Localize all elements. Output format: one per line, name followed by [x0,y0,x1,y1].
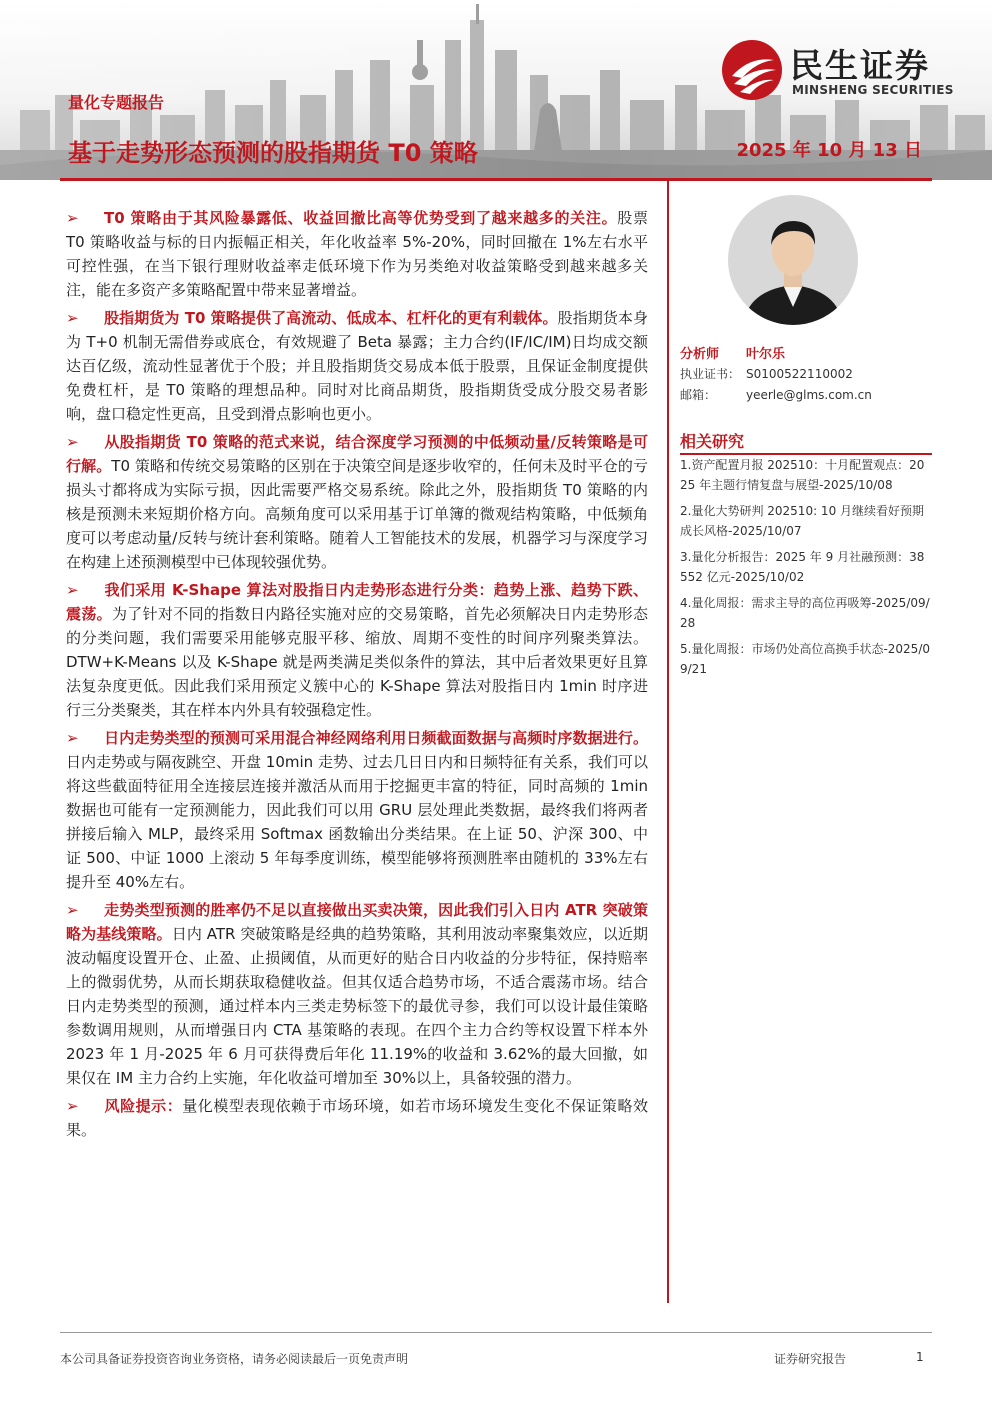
paragraph-lead: 风险提示： [104,1097,183,1115]
logo-english-name: MINSHENG SECURITIES [792,83,954,97]
risk-warning-paragraph [66,1094,648,1142]
paragraph-body: 为了针对不同的指数日内路径实施对应的交易策略，首先必须解决日内走势形态的分类问题，我们需要采用能够克服平移、缩放、周期不变性的时间序列聚类算法。DTW+K-Means 以及 K-Shape 就是两类满足类似条件的算法，其中后者效果更好且算法复杂度更低。因此我们采用预定义簇中心的 K-Shape 算法对股指日内 1min 时序进行三分类聚类，其在样本内外具有较强稳定性。 [66,605,648,719]
paragraph-lead: T0 策略由于其风险暴露低、收益回撤比高等优势受到了越来越多的关注。 [104,209,618,227]
email-row [680,386,932,403]
arrow-bullet-icon: ➢ [66,581,79,599]
arrow-bullet-icon: ➢ [66,1097,79,1115]
license-row [680,365,932,382]
summary-paragraph [66,578,648,722]
license-value: S0100522110002 [746,367,853,381]
related-research-item[interactable]: 2.量化大势研判 202510: 10 月继续看好预期成长风格-2025/10/07 [680,504,925,538]
report-category: 量化专题报告 [68,93,165,112]
company-logo [720,38,970,102]
summary-section [66,206,648,1142]
analyst-name: 叶尔乐 [746,347,786,362]
related-research-title: 相关研究 [680,432,745,451]
summary-paragraph [66,206,648,302]
company-logo-emblem [720,38,784,102]
analyst-label: 分析师 [680,347,720,362]
analyst-name-row [680,343,932,362]
page-number: 1 [916,1350,924,1364]
paragraph-lead: 从股指期货 T0 策略的范式来说，结合深度学习预测的中低频动量/反转策略是可行解。 [66,433,648,475]
paragraph-lead: 股指期货为 T0 策略提供了高流动、低成本、杠杆化的更有利载体。 [104,309,558,327]
paragraph-lead: 日内走势类型的预测可采用混合神经网络利用日频截面数据与高频时序数据进行。 [104,729,648,747]
footer-disclaimer: 本公司具备证券投资咨询业务资格，请务必阅读最后一页免责声明 [60,1352,409,1366]
arrow-bullet-icon: ➢ [66,309,79,327]
footer-report-type: 证券研究报告 [774,1352,847,1366]
analyst-photo [728,195,858,325]
logo-chinese-name: 民生证券 [790,46,930,85]
paragraph-body: 股指期货本身为 T+0 机制无需借券或底仓，有效规避了 Beta 暴露；主力合约(IF/IC/IM)日均成交额达百亿级，流动性显著优于个股；并且股指期货交易成本低于股票，且保证金制度提供免费杠杆，是 T0 策略的理想品种。同时对比商品期货，股指期货受成分股交易者影响，盘口稳定性更高，且受到滑点影响也更小。 [66,309,648,423]
report-title: 基于走势形态预测的股指期货 T0 策略 [68,139,478,167]
paragraph-lead: 我们采用 K-Shape 算法对股指日内走势形态进行分类：趋势上涨、趋势下跌、震荡。 [66,581,648,623]
summary-paragraph [66,898,648,1090]
paragraph-body: 股票 T0 策略收益与标的日内振幅正相关，年化收益率 5%-20%，同时回撤在 1%左右水平可控性强，在当下银行理财收益率走低环境下作为另类绝对收益策略受到越来越多关注，能在多资产多策略配置中带来显著增益。 [66,209,648,299]
header-banner [0,0,992,180]
related-research-item[interactable]: 5.量化周报：市场仍处高位高换手状态-2025/09/21 [680,642,930,676]
footer-divider [60,1332,932,1333]
related-research-item[interactable]: 4.量化周报：需求主导的高位再吸筹-2025/09/28 [680,596,930,630]
column-divider [667,181,669,1303]
license-label: 执业证书： [680,367,741,381]
related-research-item[interactable]: 1.资产配置月报 202510：十月配置观点：2025 年主题行情复盘与展望-2025/10/08 [680,458,925,492]
analyst-portrait-image [728,195,858,325]
paragraph-body: 量化模型表现依赖于市场环境，如若市场环境发生变化不保证策略效果。 [66,1097,648,1139]
paragraph-lead: 走势类型预测的胜率仍不足以直接做出买卖决策，因此我们引入日内 ATR 突破策略为基线策略。 [66,901,648,943]
arrow-bullet-icon: ➢ [66,209,79,227]
paragraph-body: T0 策略和传统交易策略的区别在于决策空间是逐步收窄的，任何未及时平仓的亏损头寸都将成为实际亏损，因此需要严格交易系统。除此之外，股指期货 T0 策略的内核是预测未来短期价格方向。高频角度可以采用基于订单簿的微观结构策略，中低频角度可以考虑动量/反转与统计套利策略。随着人工智能技术的发展，机器学习与深度学习在构建上述预测模型中已体现较强优势。 [66,457,648,571]
header-divider [60,178,932,181]
related-research-item[interactable]: 3.量化分析报告：2025 年 9 月社融预测：38552 亿元-2025/10/02 [680,550,925,584]
arrow-bullet-icon: ➢ [66,729,79,747]
related-research-list [680,455,930,685]
email-link[interactable]: yeerle@glms.com.cn [746,388,872,402]
summary-paragraph [66,306,648,426]
summary-paragraph [66,726,648,894]
paragraph-body: 日内走势或与隔夜跳空、开盘 10min 走势、过去几日日内和日频特征有关系，我们可以将这些截面特征用全连接层连接并激活从而用于挖掘更丰富的特征，同时高频的 1min 数据也可能有一定预测能力，因此我们可以用 GRU 层处理此类数据，最终我们将两者拼接后输入 MLP，最终采用 Softmax 函数输出分类结果。在上证 50、沪深 300、中证 500、中证 1000 上滚动 5 年每季度训练，模型能够将预测胜率由随机的 33%左右提升至 40%左右。 [66,753,648,891]
arrow-bullet-icon: ➢ [66,433,79,451]
paragraph-body: 日内 ATR 突破策略是经典的趋势策略，其利用波动率聚集效应，以近期波动幅度设置开仓、止盈、止损阈值，从而更好的贴合日内收益的分步特征，保持赔率上的微弱优势，从而长期获取稳健收益。但其仅适合趋势市场，不适合震荡市场。结合日内走势类型的预测，通过样本内三类走势标签下的最优寻参，我们可以设计最佳策略参数调用规则，从而增强日内 CTA 基策略的表现。在四个主力合约等权设置下样本外 2023 年 1 月-2025 年 6 月可获得费后年化 11.19%的收益和 3.62%的最大回撤，如果仅在 IM 主力合约上实施，年化收益可增加至 30%以上，具备较强的潜力。 [66,925,648,1087]
email-label: 邮箱： [680,388,717,402]
summary-paragraph [66,430,648,574]
arrow-bullet-icon: ➢ [66,901,79,919]
report-date: 2025 年 10 月 13 日 [736,140,922,161]
